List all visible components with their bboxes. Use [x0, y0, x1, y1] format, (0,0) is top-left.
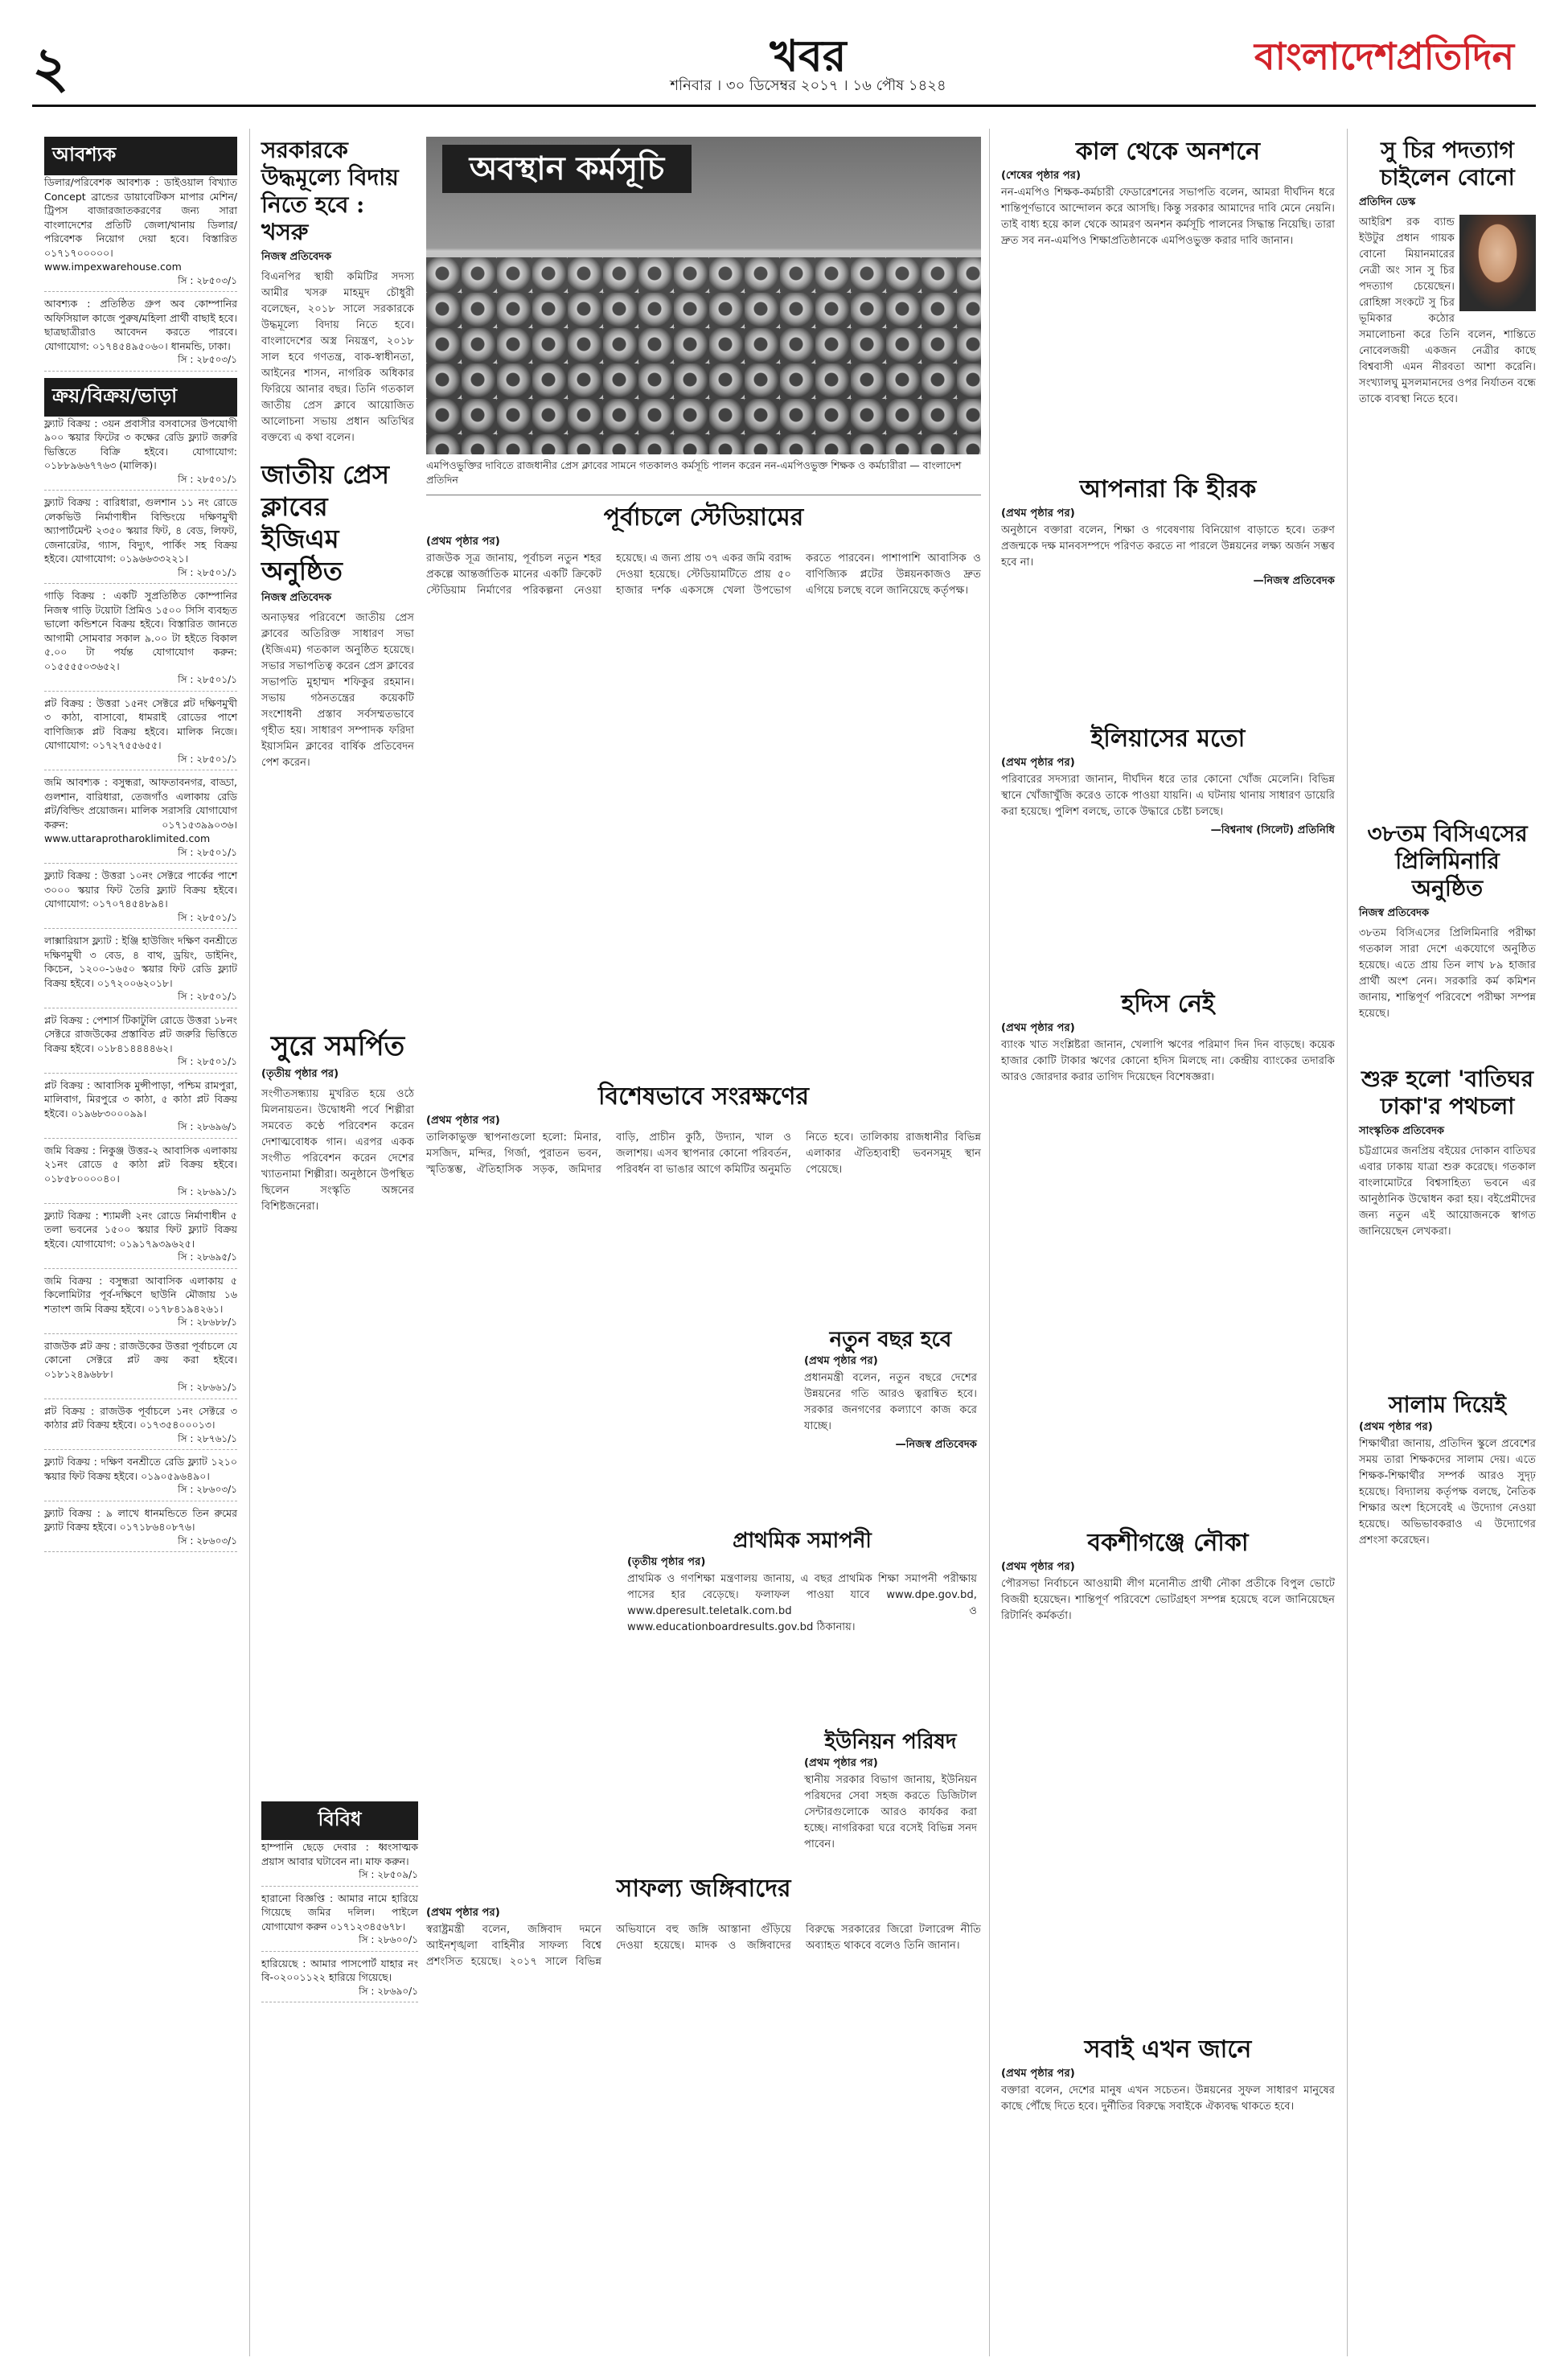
classified-ad-text: লাক্সারিয়াস ফ্ল্যাট : ইঞ্জি হাউজিং দক্ষিণ বনশ্রীতে দক্ষিণমুখী ৩ বেড, ৪ বাথ, ড্রয়িং, ডাইনিং, কিচেন, ১২০০-১৬৫০ স্কয়ার ফিট রেডি ফ্ল্যাট বিক্রয় হইবে। ০১৭২০০৬২০১৮।: [44, 934, 237, 989]
body-no-trace: ব্যাংক খাত সংশ্লিষ্টরা জানান, খেলাপি ঋণের পরিমাণ দিন দিন বাড়ছে। কয়েক হাজার কোটি টাকার ঋণের কোনো হদিস মিলছে না। কেন্দ্রীয় ব্যাংকের তদারকি আরও জোরদার করার তাগিদ দিয়েছেন বিশেষজ্ঞরা।: [1001, 1039, 1335, 1083]
continued-sure-somorpito: (তৃতীয় পৃষ্ঠার পর): [261, 1068, 339, 1080]
article-heritage: [426, 1082, 981, 1178]
classified-ad-text: হারিয়েছে : আমার পাসপোর্ট যাহার নং বি-০২০০১১২২ হারিয়ে গিয়েছে।: [261, 1957, 418, 1983]
classified-ad-text: জমি বিক্রয় : নিকুঞ্জ উত্তর-২ আবাসিক এলাকায় ২১নং রোডে ৫ কাঠা প্লট বিক্রয় হইবে। ০১৮৫৮০০০০৪০।: [44, 1144, 237, 1185]
classified-ad: [44, 589, 237, 692]
brand-second: প্রতিদিন: [1396, 35, 1515, 78]
article-primary-exam: [627, 1528, 977, 1636]
article-no-trace: [1001, 989, 1335, 1086]
buysell-list: [44, 417, 237, 1553]
continued-no-trace: (প্রথম পৃষ্ঠার পর): [1001, 1022, 1075, 1034]
classified-ad: [44, 1144, 237, 1204]
classified-ad: [44, 175, 237, 292]
sign-new-year: —নিজস্ব প্রতিবেদক: [895, 1439, 977, 1451]
headline-bokshiganj: বকশীগঞ্জে নৌকা: [1087, 1529, 1249, 1557]
classified-ad-code: সি : ২৮৬৯১/১: [178, 1186, 237, 1197]
sign-diamond: —নিজস্ব প্রতিবেদক: [1253, 575, 1335, 587]
body-bokshiganj: পৌরসভা নির্বাচনে আওয়ামী লীগ মনোনীত প্রার্থী নৌকা প্রতীকে বিপুল ভোটে বিজয়ী হয়েছেন। শান্তিপূর্ণ পরিবেশে ভোটগ্রহণ সম্পন্ন হয়েছে বলে জানিয়েছেন রিটার্নিং কর্মকর্তা।: [1001, 1578, 1335, 1622]
continued-primary-exam: (তৃতীয় পৃষ্ঠার পর): [627, 1556, 706, 1568]
continued-new-year: (প্রথম পৃষ্ঠার পর): [804, 1355, 878, 1367]
body-heritage: তালিকাভুক্ত স্থাপনাগুলো হলো: মিনার, মসজিদ, মন্দির, গির্জা, পুরাতন ভবন, স্মৃতিস্তম্ভ, ঐতিহাসিক সড়ক, জমিদার বাড়ি, প্রাচীন কুঠি, উদ্যান, খাল ও জলাশয়। এসব স্থাপনার কোনো পরিবর্তন, পরিবর্ধন বা ভাঙার আগে কমিটির অনুমতি নিতে হবে। তালিকায় রাজধানীর বিভিন্ন এলাকার ঐতিহ্যবাহী ভবনসমূহ স্থান পেয়েছে।: [426, 1132, 981, 1176]
headline-salam: সালাম দিয়েই: [1389, 1391, 1506, 1418]
classified-ad-code: সি : ২৮৫০১/১: [178, 566, 237, 578]
classified-header-buysell: ক্রয়/বিক্রয়/ভাড়া: [44, 378, 237, 417]
classified-ad-text: ফ্ল্যাট বিক্রয় : বারিধারা, গুলশান ১১ নং রোডে লেকভিউ নির্মাণাধীন বিল্ডিংয়ে দক্ষিণমুখী অ্যাপার্টমেন্ট ২৩৫০ স্কয়ার ফিট, ৪ বেড, লিফট, জেনারেটর, গ্যাস, বিদ্যুৎ, পার্কিং সহ বিক্রয় হইবে। যোগাযোগ: ০১৯৬৬৩৩২২১।: [44, 496, 237, 565]
headline-everyone-knows: সবাই এখন জানে: [1084, 2035, 1252, 2064]
classified-ad-code: সি : ২৮৬৯৬/১: [178, 1121, 237, 1132]
classified-ad: [44, 1274, 237, 1334]
headline-diamond: আপনারা কি হীরক: [1079, 475, 1257, 503]
column-divider: [249, 129, 250, 2356]
byline-bcs: নিজস্ব প্রতিবেদক: [1359, 907, 1430, 919]
article-hunger-strike: [1001, 137, 1335, 249]
classified-ad-code: সি : ২৮৫০৯/১: [359, 1869, 418, 1880]
byline-bono: প্রতিদিন ডেস্ক: [1359, 196, 1416, 208]
body-bono: আইরিশ রক ব্যান্ড ইউটুর প্রধান গায়ক বোনো মিয়ানমারের নেত্রী অং সান সু চির পদত্যাগ চেয়েছেন। রোহিঙ্গা সংকটে সু চির ভূমিকার কঠোর সমালোচনা করে তিনি বলেন, শান্তিতে নোবেলজয়ী একজন নেত্রীর কাছে বিশ্ববাসী এমন নীরবতা আশা করেনি। সংখ্যালঘু মুসলমানদের ওপর নির্যাতন বন্ধে তাকে ব্যবস্থা নিতে হবে।: [1359, 216, 1536, 405]
headline-purbachal: পূর্বাচলে স্টেডিয়ামের: [603, 503, 804, 532]
classified-header-needed: আবশ্যক: [44, 137, 237, 175]
classified-ad: [44, 1078, 237, 1139]
classified-ad-code: সি : ২৮৫০১/১: [178, 473, 237, 485]
headline-union-parishad: ইউনিয়ন পরিষদ: [824, 1730, 957, 1754]
classified-ad-code: সি : ২৮৬০৩/১: [178, 1484, 237, 1495]
body-khasru: বিএনপির স্থায়ী কমিটির সদস্য আমীর খসরু মাহমুদ চৌধুরী বলেছেন, ২০১৮ সালে সরকারকে উদ্ধমূল্যে বিদায় নিতে হবে। বাংলাদেশের অস্ত্র নিয়ন্ত্রণ, ২০১৮ সাল হবে গণতন্ত্র, বাক-স্বাধীনতা, আইনের শাসন, নাগরিক অধিকার ফিরিয়ে আনার বছর। তিনি গতকাল জাতীয় প্রেস ক্লাবে আয়োজিত আলোচনা সভায় প্রধান অতিথির বক্তব্যে এ কথা বলেন।: [261, 271, 414, 444]
article-bcs: [1359, 820, 1536, 1022]
classified-ad: [44, 417, 237, 491]
misc-list: [261, 1840, 418, 2002]
article-sure-somorpito: [261, 1029, 414, 1215]
continued-union-parishad: (প্রথম পৃষ্ঠার পর): [804, 1757, 878, 1769]
byline-khasru: নিজস্ব প্রতিবেদক: [261, 251, 332, 263]
column-divider: [1347, 129, 1348, 2356]
bono-portrait: [1459, 215, 1536, 311]
body-purbachal: রাজউক সূত্র জানায়, পূর্বাচল নতুন শহর প্রকল্পে আন্তর্জাতিক মানের একটি ক্রিকেট স্টেডিয়াম নির্মাণের পরিকল্পনা নেওয়া হয়েছে। এ জন্য প্রায় ৩৭ একর জমি বরাদ্দ দেওয়া হয়েছে। স্টেডিয়ামটিতে প্রায় ৫০ হাজার দর্শক একসঙ্গে খেলা উপভোগ করতে পারবেন। পাশাপাশি আবাসিক ও বাণিজ্যিক প্লটের উন্নয়নকাজও দ্রুত এগিয়ে চলছে বলে জানিয়েছে কর্তৃপক্ষ।: [426, 552, 981, 597]
headline-militancy: সাফল্য জঙ্গিবাদের: [616, 1875, 791, 1903]
news-photo: [426, 137, 981, 454]
classifieds-column: [44, 137, 237, 1557]
classified-header-misc: বিবিধ: [261, 1801, 418, 1840]
continued-bokshiganj: (প্রথম পৃষ্ঠার পর): [1001, 1561, 1075, 1573]
classified-ad: [261, 1957, 418, 2003]
headline-hunger-strike: কাল থেকে অনশনে: [1075, 138, 1261, 166]
page-number: ২: [32, 34, 69, 101]
column-divider: [989, 129, 990, 2356]
classified-ad-text: ফ্ল্যাট বিক্রয় : ৩য়ন প্রবাসীর বসবাসের উপযোগী ৯০০ স্কয়ার ফিটের ৩ কক্ষের রেডি ফ্ল্যাট জরুরি ভিত্তিতে বিক্রি হইবে। যোগাযোগ: ০১৮৮৯৬৬৭৭৬৩ (মালিক)।: [44, 417, 237, 471]
article-ilias: [1001, 724, 1335, 840]
section-title: খবর: [770, 30, 847, 81]
classified-ad-code: সি : ২৮৬৮৮/১: [178, 1316, 237, 1328]
classified-ad-text: ফ্ল্যাট বিক্রয় : দক্ষিণ বনশ্রীতে রেডি ফ্ল্যাট ১২১০ স্কয়ার ফিট বিক্রয় হইবে। ০১৯০৫৯৬৪৯০।: [44, 1456, 237, 1482]
article-new-year: [804, 1327, 977, 1454]
classified-ad-text: ফ্ল্যাট বিক্রয় : শ্যামলী ২নং রোডে নির্মাণাধীন ৫ তলা ভবনের ১৫০০ স্কয়ার ফিট ফ্ল্যাট বিক্রয় হইবে। যোগাযোগ: ০১৯১৭৯৩৯৬২৫।: [44, 1209, 237, 1250]
classified-ad-text: হাম্পানি ছেড়ে দেবার : ধ্বংসাত্মক প্রয়াস আবার ঘটাবেন না। মাফ করুন।: [261, 1841, 418, 1867]
classified-ad-text: আবশ্যক : প্রতিষ্ঠিত গ্রুপ অব কোম্পানির অফিসিয়াল কাজে পুরুষ/মহিলা প্রার্থী বাছাই হবে। ছাত্রছাত্রীরাও আবেদন করতে পারবে। যোগাযোগ: ০১৭৪৫৪৯৫০৬০। ধানমন্ডি, ঢাকা।: [44, 298, 237, 352]
body-new-year: প্রধানমন্ত্রী বলেন, নতুন বছরে দেশের উন্নয়নের গতি আরও ত্বরান্বিত হবে। সরকার জনগণের কল্যাণে কাজ করে যাচ্ছে।: [804, 1372, 977, 1432]
article-press-club: [261, 458, 414, 771]
misc-classifieds: [261, 1801, 418, 2007]
classified-ad-code: সি : ২৮৬০০/১: [359, 1934, 418, 1945]
article-diamond: [1001, 474, 1335, 590]
classified-ad-code: সি : ২৮৫০১/১: [178, 911, 237, 923]
classified-ad-code: সি : ২৮৫০৩/১: [178, 274, 237, 286]
continued-diamond: (প্রথম পৃষ্ঠার পর): [1001, 507, 1075, 520]
body-batighar: চট্টগ্রামের জনপ্রিয় বইয়ের দোকান বাতিঘর এবার ঢাকায় যাত্রা শুরু করেছে। গতকাল বাংলামোটরে বিশ্বসাহিত্য ভবনে এর আনুষ্ঠানিক উদ্বোধন করা হয়। বইপ্রেমীদের জন্য নতুন এই আয়োজনকে স্বাগত জানিয়েছেন লেখকরা।: [1359, 1145, 1536, 1238]
classified-ad-code: সি : ২৮৫০১/১: [178, 846, 237, 858]
byline-batighar: সাংস্কৃতিক প্রতিবেদক: [1359, 1125, 1444, 1137]
continued-militancy: (প্রথম পৃষ্ঠার পর): [426, 1907, 500, 1919]
masthead-rule: [32, 105, 1536, 107]
classified-ad: [44, 934, 237, 1008]
classified-ad-text: প্লট বিক্রয় : রাজউক পূর্বাচলে ১নং সেক্টরে ৩ কাঠার প্লট বিক্রয় হইবে। ০১৭৩৫৪০০০১৩।: [44, 1404, 237, 1431]
headline-no-trace: হদিস নেই: [1121, 990, 1215, 1018]
headline-khasru: সরকারকে উদ্ধমূল্যে বিদায় নিতে হবে : খসরু: [261, 137, 399, 245]
classified-ad-text: প্লট বিক্রয় : আবাসিক মুন্সীপাড়া, পশ্চিম রামপুরা, মালিবাগ, মিরপুরে ৩ কাঠা, ৫ কাঠা প্লট বিক্রয় হইবে। ০১৯৬৮৩০০০৯৯।: [44, 1078, 237, 1119]
classified-ad-text: ডিলার/পরিবেশক আবশ্যক : ডাইওয়াল বিখ্যাত Concept ব্রান্ডের ডায়াবেটিকস মাপার মেশিন/ট্রিপস বাজারজাতকরণের জন্য সারা বাংলাদেশের প্রতিটি জেলা/থানায় ডিলার/পরিবেশক নিয়োগ দেয়া হবে। বিস্তারিত ০১৭১৭০০০০০। www.impexwarehouse.com: [44, 176, 237, 273]
article-bokshiganj: [1001, 1528, 1335, 1624]
brand-first: বাংলাদেশ: [1254, 35, 1397, 78]
body-ilias: পরিবারের সদস্যরা জানান, দীর্ঘদিন ধরে তার কোনো খোঁজ মেলেনি। বিভিন্ন স্থানে খোঁজাখুঁজি করেও তাকে পাওয়া যায়নি। এ ঘটনায় থানায় সাধারণ ডায়েরি করা হয়েছে। পুলিশ বলছে, তাকে উদ্ধারে চেষ্টা চলছে।: [1001, 774, 1335, 818]
body-militancy: স্বরাষ্ট্রমন্ত্রী বলেন, জঙ্গিবাদ দমনে আইনশৃঙ্খলা বাহিনীর সাফল্য বিশ্বে প্রশংসিত হয়েছে। ২০১৭ সালে বিভিন্ন অভিযানে বহু জঙ্গি আস্তানা গুঁড়িয়ে দেওয়া হয়েছে। মাদক ও জঙ্গিবাদের বিরুদ্ধে সরকারের জিরো টলারেন্স নীতি অব্যাহত থাকবে বলেও তিনি জানান।: [426, 1924, 981, 1968]
classified-ad-code: সি : ২৮৫০১/১: [178, 1056, 237, 1067]
headline-press-club: জাতীয় প্রেস ক্লাবের ইজিএম অনুষ্ঠিত: [261, 459, 390, 586]
article-militancy: [426, 1874, 981, 1970]
classified-ad-code: সি : ২৮৫০১/১: [178, 674, 237, 685]
classified-ad: [44, 495, 237, 584]
continued-ilias: (প্রথম পৃষ্ঠার পর): [1001, 757, 1075, 769]
classified-ad-code: সি : ২৮৫০১/১: [178, 753, 237, 765]
classified-ad: [44, 1404, 237, 1451]
classified-ad-code: সি : ২৮৫০৩/১: [178, 354, 237, 365]
classified-ad-text: হারানো বিজ্ঞপ্তি : আমার নামে হারিয়ে গিয়েছে জমির দলিল। পাইলে যোগাযোগ করুন ০১৭১২৩৪৫৬৭৮।: [261, 1891, 418, 1932]
headline-sure-somorpito: সুরে সমর্পিত: [270, 1030, 405, 1062]
body-hunger-strike: নন-এমপিও শিক্ষক-কর্মচারী ফেডারেশনের সভাপতি বলেন, আমরা দীর্ঘদিন ধরে শান্তিপূর্ণভাবে আন্দোলন করে আসছি। কিন্তু সরকার আমাদের দাবি মেনে নেয়নি। তাই বাধ্য হয়ে কাল থেকে আমরণ অনশন কর্মসূচি পালনের সিদ্ধান্ত নিয়েছি। তারা দ্রুত সব নন-এমপিও শিক্ষাপ্রতিষ্ঠানকে এমপিওভুক্ত করার দাবি জানান।: [1001, 187, 1335, 247]
classified-ad: [44, 1455, 237, 1501]
body-everyone-knows: বক্তারা বলেন, দেশের মানুষ এখন সচেতন। উন্নয়নের সুফল সাধারণ মানুষের কাছে পৌঁছে দিতে হবে। দুর্নীতির বিরুদ্ধে সবাইকে ঐক্যবদ্ধ থাকতে হবে।: [1001, 2084, 1335, 2113]
article-purbachal: [426, 503, 981, 599]
continued-salam: (প্রথম পৃষ্ঠার পর): [1359, 1421, 1433, 1433]
classified-ad-text: ফ্ল্যাট বিক্রয় : ৯ লাখে ধানমন্ডিতে তিন রুমের ফ্ল্যাট বিক্রয় হইবে। ০১৭১৮৬৪০৮৭৬।: [44, 1506, 237, 1533]
date-line: শনিবার । ৩০ ডিসেম্বর ২০১৭ । ১৬ পৌষ ১৪২৪: [670, 77, 946, 94]
classified-ad-text: ফ্ল্যাট বিক্রয় : উত্তরা ১০নং সেক্টরে পার্কের পাশে ৩০০০ স্কয়ার ফিট তৈরি ফ্ল্যাট বিক্রয় হইবে। যোগাযোগ: ০১৭০৭৪৫৪৮৯৪।: [44, 869, 237, 910]
classified-ad: [44, 1209, 237, 1269]
crowd-image: [426, 257, 981, 454]
body-salam: শিক্ষার্থীরা জানায়, প্রতিদিন স্কুলে প্রবেশের সময় তারা শিক্ষকদের সালাম দেয়। এতে শিক্ষক-শিক্ষার্থীর সম্পর্ক আরও সুদৃঢ় হয়েছে। বিদ্যালয় কর্তৃপক্ষ বলছে, নৈতিক শিক্ষার অংশ হিসেবেই এ উদ্যোগ নেওয়া হয়েছে। অভিভাবকরাও এ উদ্যোগের প্রশংসা করেছেন।: [1359, 1438, 1536, 1546]
classified-ad-text: জমি আবশ্যক : বসুন্ধরা, আফতাবনগর, বাড্ডা, গুলশান, বারিধারা, তেজগাঁও এলাকায় রেডি প্লট/বিল্ডিং প্রয়োজন। মালিক সরাসরি যোগাযোগ করুন: ০১৭১৫৩৯৯০৩৬। www.uttaraprotharoklimited.com: [44, 776, 237, 844]
article-khasru: [261, 137, 414, 446]
sign-ilias: —বিশ্বনাথ (সিলেট) প্রতিনিধি: [1210, 824, 1335, 836]
article-salam: [1359, 1391, 1536, 1549]
classified-ad-code: সি : ২৮৭৬১/১: [178, 1432, 237, 1444]
classified-ad: [44, 1013, 237, 1074]
continued-everyone-knows: (প্রথম পৃষ্ঠার পর): [1001, 2068, 1075, 2080]
classified-ad-code: সি : ২৮৬৬১/১: [178, 1382, 237, 1393]
classified-ad: [44, 1339, 237, 1399]
photo-caption: এমপিওভুক্তির দাবিতে রাজধানীর প্রেস ক্লাবের সামনে গতকালও কর্মসূচি পালন করেন নন-এমপিওভুক্ত শিক্ষক ও কর্মচারীরা — বাংলাদেশ প্রতিদিন: [426, 459, 962, 486]
continued-heritage: (প্রথম পৃষ্ঠার পর): [426, 1115, 500, 1127]
headline-batighar: শুরু হলো 'বাতিঘর ঢাকা'র পথচলা: [1361, 1066, 1534, 1119]
classified-ad: [44, 1506, 237, 1553]
classified-ad-code: সি : ২৮৬৯০/১: [359, 1985, 418, 1997]
classified-ad-text: গাড়ি বিক্রয় : একটি সুপ্রতিষ্ঠিত কোম্পানির নিজস্ব গাড়ি টয়োটা প্রিমিও ১৫০০ সিসি ব্যবহৃত ভালো কন্ডিশনে বিক্রয় হইবে। বিস্তারিত জানতে আগামী সোমবার সকাল ৯.০০ টা হইতে বিকাল ৫.০০ টা পর্যন্ত যোগাযোগ করুন: ০১৫৫৫৫০৩৬৫২।: [44, 589, 237, 672]
classified-ad: [44, 775, 237, 864]
byline-press-club: নিজস্ব প্রতিবেদক: [261, 592, 332, 604]
article-bono: [1359, 137, 1536, 408]
headline-primary-exam: প্রাথমিক সমাপনী: [733, 1529, 872, 1553]
classified-ad-text: প্লট বিক্রয় : পেশার্স টিকাটুলি রোডে উত্তরা ১৮নং সেক্টরে রাজউকের প্রস্তাবিত প্লট জরুরি ভিত্তিতে বিক্রয় হইবে। ০১৮৪১৪৪৪৪৬২।: [44, 1013, 237, 1054]
classified-ad-text: জমি বিক্রয় : বসুন্ধরা আবাসিক এলাকায় ৫ কিলোমিটার পূর্ব-দক্ষিণে ছাউনি মৌজায় ১৬ শতাংশ জমি বিক্রয় হইবে। ০১৭৮৪১৯৪২৬১।: [44, 1274, 237, 1315]
continued-purbachal: (প্রথম পৃষ্ঠার পর): [426, 536, 500, 548]
classified-ad-text: প্লট বিক্রয় : উত্তরা ১৫নং সেক্টরে প্লট দক্ষিণমুখী ৩ কাঠা, বাসাবো, ধামরাই রোডের পাশে বাণিজ্যিক প্লট বিক্রয় হইবে। মালিক নিজে। যোগাযোগ: ০১৭২৭৫৫৬৫৫।: [44, 696, 237, 751]
article-everyone-knows: [1001, 2035, 1335, 2115]
classified-ad: [261, 1840, 418, 1887]
headline-new-year: নতুন বছর হবে: [829, 1328, 952, 1352]
headline-heritage: বিশেষভাবে সংরক্ষণের: [597, 1082, 810, 1111]
classified-ad-code: সি : ২৮৬০৩/১: [178, 1534, 237, 1546]
classified-ad: [44, 297, 237, 372]
body-bcs: ৩৮তম বিসিএসের প্রিলিমিনারি পরীক্ষা গতকাল সারা দেশে একযোগে অনুষ্ঠিত হয়েছে। এতে প্রায় তিন লাখ ৮৯ হাজার প্রার্থী অংশ নেন। সরকারি কর্ম কমিশন জানায়, শান্তিপূর্ণ পরিবেশে পরীক্ষা সম্পন্ন হয়েছে।: [1359, 927, 1536, 1020]
body-diamond: অনুষ্ঠানে বক্তারা বলেন, শিক্ষা ও গবেষণায় বিনিয়োগ বাড়াতে হবে। তরুণ প্রজন্মকে দক্ষ মানবসম্পদে পরিণত করতে না পারলে উন্নয়নের লক্ষ্য অর্জন সম্ভব হবে না।: [1001, 524, 1335, 569]
classified-ad: [44, 869, 237, 929]
article-batighar: [1359, 1066, 1536, 1240]
body-sure-somorpito: সংগীতসন্ধ্যায় মুখরিত হয়ে ওঠে মিলনায়তন। উদ্বোধনী পর্বে শিল্পীরা সমবেত কণ্ঠে পরিবেশন করেন দেশাত্মবোধক গান। এরপর একক সংগীত পরিবেশন করেন দেশের খ্যাতনামা শিল্পীরা। অনুষ্ঠানে উপস্থিত ছিলেন সংস্কৃতি অঙ্গনের বিশিষ্টজনেরা।: [261, 1088, 414, 1213]
classified-ad-code: সি : ২৮৫০১/১: [178, 991, 237, 1002]
classified-ad: [44, 696, 237, 771]
body-union-parishad: স্থানীয় সরকার বিভাগ জানায়, ইউনিয়ন পরিষদের সেবা সহজ করতে ডিজিটাল সেন্টারগুলোকে আরও কার্যকর করা হচ্ছে। নাগরিকরা ঘরে বসেই বিভিন্ন সনদ পাবেন।: [804, 1774, 977, 1850]
headline-bono: সু চির পদত্যাগ চাইলেন বোনো: [1380, 137, 1515, 191]
headline-ilias: ইলিয়াসের মতো: [1090, 725, 1246, 753]
photo-banner: অবস্থান কর্মসূচি: [442, 145, 692, 193]
continued-hunger-strike: (শেষের পৃষ্ঠার পর): [1001, 170, 1082, 182]
headline-bcs: ৩৮তম বিসিএসের প্রিলিমিনারি অনুষ্ঠিত: [1367, 820, 1528, 902]
classified-ad-text: রাজউক প্লট ক্রয় : রাজউকের উত্তরা পূর্বাচলে যে কোনো সেক্টরে প্লট ক্রয় করা হইবে। ০১৮১২৪৯৬৮৮।: [44, 1339, 237, 1380]
classified-ad-code: সি : ২৮৬৯৫/১: [178, 1251, 237, 1263]
needed-list: [44, 175, 237, 372]
body-press-club: অনাড়ম্বর পরিবেশে জাতীয় প্রেস ক্লাবের অতিরিক্ত সাধারণ সভা (ইজিএম) গতকাল অনুষ্ঠিত হয়েছে। সভার সভাপতিত্ব করেন প্রেস ক্লাবের সভাপতি মুহাম্মদ শফিকুর রহমান। সভায় গঠনতন্ত্রের কয়েকটি সংশোধনী প্রস্তাব সর্বসম্মতভাবে গৃহীত হয়। সাধারণ সম্পাদক ফরিদা ইয়াসমিন ক্লাবের বার্ষিক প্রতিবেদন পেশ করেন।: [261, 612, 414, 769]
brand-logo: [1254, 29, 1514, 90]
body-primary-exam: প্রাথমিক ও গণশিক্ষা মন্ত্রণালয় জানায়, এ বছর প্রাথমিক শিক্ষা সমাপনী পরীক্ষায় পাসের হার বেড়েছে। ফলাফল পাওয়া যাবে www.dpe.gov.bd, www.dperesult.teletalk.com.bd ও www.educationboardresults.gov.bd ঠিকানায়।: [627, 1573, 977, 1633]
article-union-parishad: [804, 1729, 977, 1853]
classified-ad: [261, 1891, 418, 1952]
